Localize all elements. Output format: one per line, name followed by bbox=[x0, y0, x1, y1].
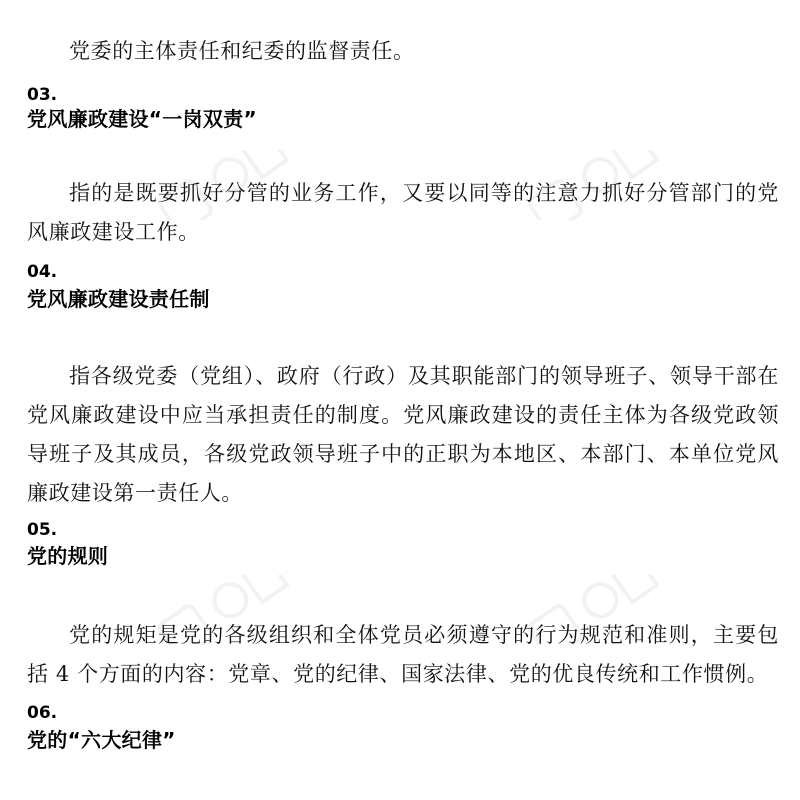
section-heading-04: 党风廉政建设责任制 bbox=[27, 287, 210, 311]
section-number-05: 05. bbox=[27, 520, 58, 540]
section-heading-06: 党的“六大纪律” bbox=[27, 728, 176, 752]
section-number-06: 06. bbox=[27, 703, 58, 723]
paragraph-party-committee-responsibility: 党委的主体责任和纪委的监督责任。 bbox=[69, 39, 415, 63]
section-heading-05: 党的规则 bbox=[27, 544, 109, 568]
section-number-03: 03. bbox=[27, 85, 58, 105]
section-paragraph-04: 指各级党委（党组）、政府（行政）及其职能部门的领导班子、领导干部在党风廉政建设中应当承担责任的制度。党风廉政建设的责任主体为各级党政领导班子及其成员，各级党政领导班子中的正职为本地区、本部门、本单位党风廉政建设第一责任人。 bbox=[27, 364, 779, 505]
section-paragraph-03: 指的是既要抓好分管的业务工作，又要以同等的注意力抓好分管部门的党风廉政建设工作。 bbox=[27, 181, 779, 244]
section-number-04: 04. bbox=[27, 262, 58, 282]
section-heading-03: 党风廉政建设“一岗双责” bbox=[27, 107, 257, 131]
section-paragraph-05: 党的规矩是党的各级组织和全体党员必须遵守的行为规范和准则，主要包括 4 个方面的内容：党章、党的纪律、国家法律、党的优良传统和工作惯例。 bbox=[27, 623, 779, 686]
